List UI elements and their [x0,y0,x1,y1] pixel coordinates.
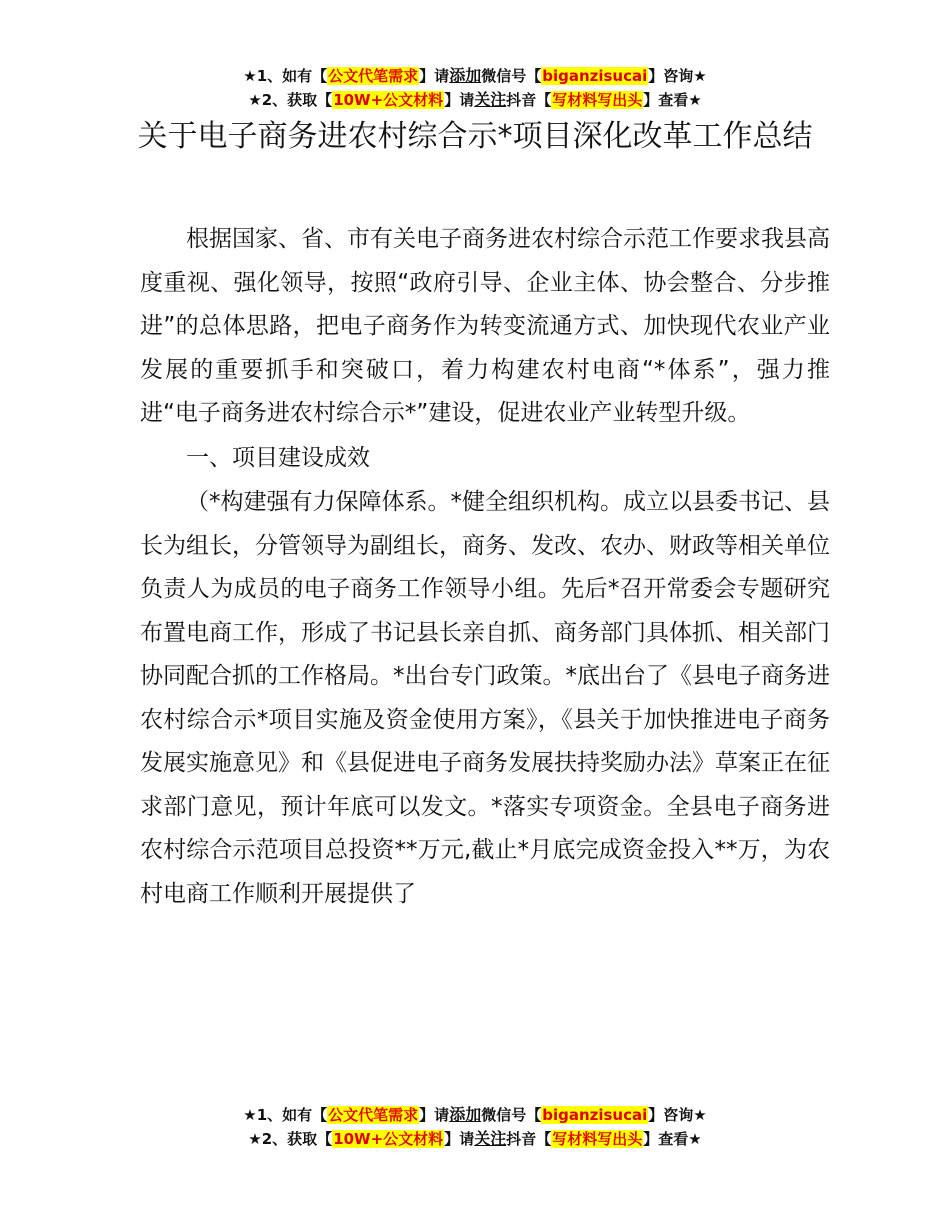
banner-emphasis: 添加 [449,66,482,85]
banner-line-2 [0,88,950,112]
document-title: 关于电子商务进农村综合示*项目深化改革工作总结 [137,119,813,154]
banner-text: 】请 [419,1106,450,1124]
banner-text: 】请 [444,91,475,109]
highlight-materials: 10W+公文材料 [333,91,444,109]
highlight-wechat-id: biganzisucai [542,1106,648,1124]
banner-line-2 [0,1127,950,1151]
banner-text: ★2、获取【 [248,91,333,109]
section-heading: 一、项目建设成效 [186,444,370,471]
banner-text: 】请 [419,67,450,85]
paragraph-body: （*构建强有力保障体系。*健全组织机构。成立以县委书记、县长为组长，分管领导为副组长，商务、发改、农办、财政等相关单位负责人为成员的电子商务工作领导小组。先后*召开常委会专题研究布置电商工作，形成了书记县长亲自抓、商务部门具体抓、相关部门协同配合抓的工作格局。*出台专门政策。*底出台了《县电子商务进农村综合示*项目实施及资金使用方案》，《县关于加快推进电子商务发展实施意见》和《县促进电子商务发展扶持奖励办法》草案正在征求部门意见，预计年底可以发文。*落实专项资金。全县电子商务进农村综合示范项目总投资**万元,截止*月底完成资金投入**万，为农村电商工作顺利开展提供了 [140,489,830,907]
banner-emphasis: 关注 [474,1129,507,1148]
banner-text: ★1、如有【 [243,67,328,85]
banner-text: ★1、如有【 [243,1106,328,1124]
footer-banner [0,1103,950,1151]
banner-emphasis: 添加 [449,1105,482,1124]
banner-line-1 [0,1103,950,1127]
highlight-service: 公文代笔需求 [328,1106,419,1124]
banner-text: 抖音【 [506,91,552,109]
highlight-wechat-id: biganzisucai [542,67,648,85]
document-body [140,218,830,916]
banner-text: 微信号【 [481,67,542,85]
banner-text: ★2、获取【 [248,1130,333,1148]
paragraph-intro: 根据国家、省、市有关电子商务进农村综合示范工作要求我县高度重视、强化领导，按照“政府引导、企业主体、协会整合、分步推进”的总体思路，把电子商务作为转变流通方式、加快现代农业产业发展的重要抓手和突破口，着力构建农村电商“*体系”，强力推进“电子商务进农村综合示*”建设，促进农业产业转型升级。 [140,226,830,426]
header-banner [0,64,950,112]
banner-text: 】请 [444,1130,475,1148]
banner-text: 抖音【 [506,1130,552,1148]
banner-text: 微信号【 [481,1106,542,1124]
banner-text: 】咨询★ [648,1106,707,1124]
banner-text: 】查看★ [643,91,702,109]
highlight-douyin-account: 写材料写出头 [552,1130,643,1148]
highlight-service: 公文代笔需求 [328,67,419,85]
banner-emphasis: 关注 [474,90,507,109]
highlight-douyin-account: 写材料写出头 [552,91,643,109]
banner-line-1 [0,64,950,88]
highlight-materials: 10W+公文材料 [333,1130,444,1148]
banner-text: 】咨询★ [648,67,707,85]
banner-text: 】查看★ [643,1130,702,1148]
